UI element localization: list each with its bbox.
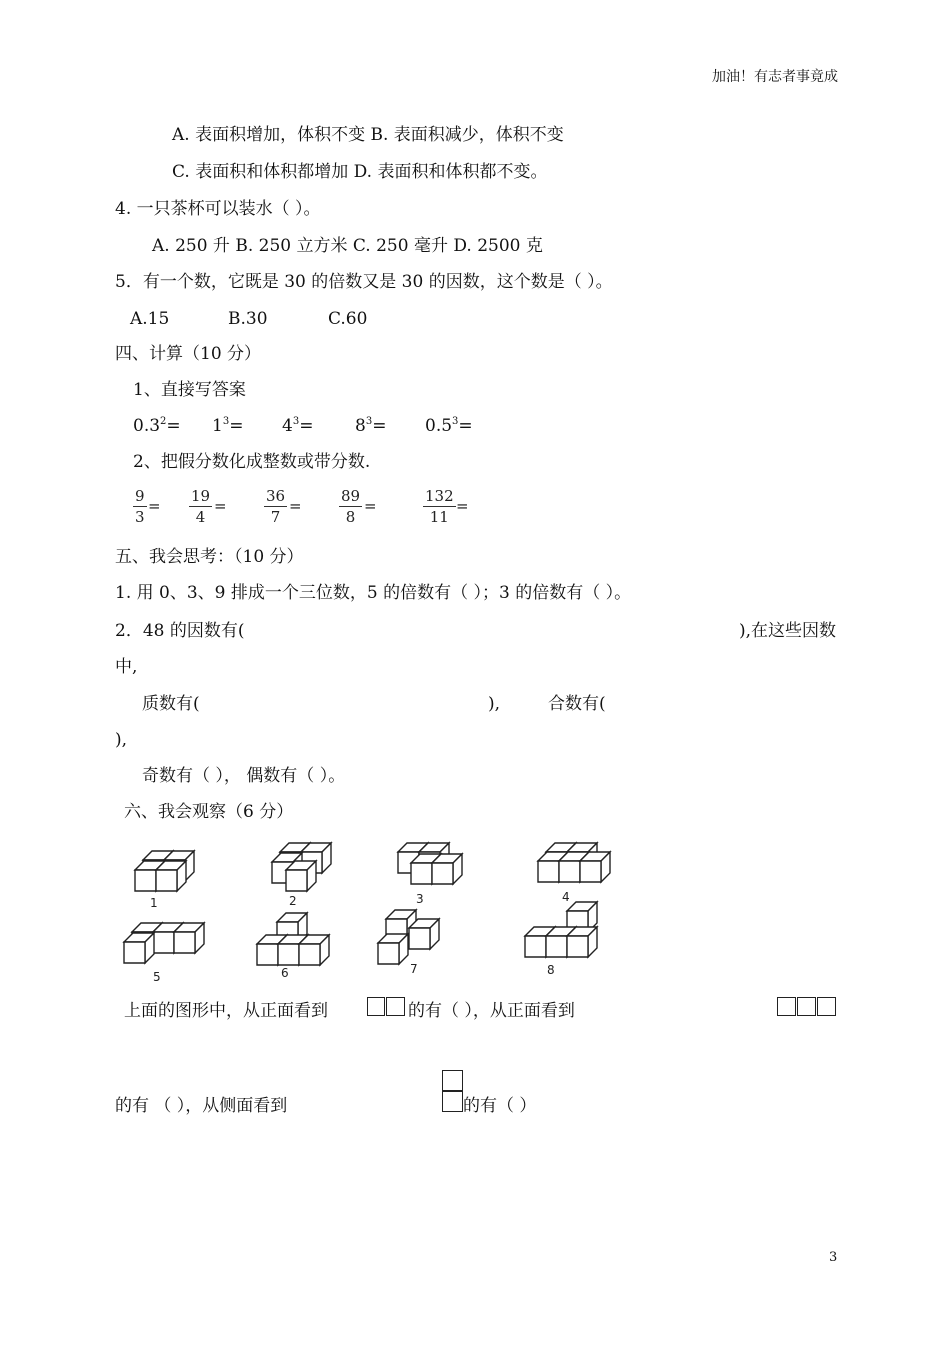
cube-face-front-fig-8 — [567, 936, 588, 957]
section5-q2-cont: 中, — [115, 657, 138, 677]
odd-even-line: 奇数有（ ）， 偶数有（ ）。 — [142, 766, 346, 786]
fraction-1: $\frac{9}{3}$ — [135, 487, 145, 526]
primes-close: ), — [488, 694, 501, 714]
cube-face-front-fig-4 — [538, 861, 559, 882]
cube-face-front-fig-6 — [299, 944, 320, 965]
page-number: 3 — [829, 1250, 838, 1265]
section5-q2-end: ),在这些因数 — [738, 621, 836, 641]
figure-label-1: 1 — [150, 896, 158, 910]
cube-face-front-fig-7 — [409, 928, 430, 949]
cube-face-front-fig-3 — [432, 863, 453, 884]
power-item-1: $0.3^2=$ — [133, 416, 181, 436]
cube-face-front-fig-3 — [411, 863, 432, 884]
fraction-2: $\frac{19}{4}$ — [191, 487, 211, 526]
fraction-1-equals: = — [148, 497, 161, 515]
observe-line1-a: 上面的图形中，从正面看到 — [124, 1001, 328, 1021]
observe-line2-b: 的有（ ） — [463, 1096, 537, 1116]
cube-face-front-fig-4 — [580, 861, 601, 882]
q3-options-line2: C. 表面积和体积都增加 D. 表面积和体积都不变。 — [172, 162, 548, 182]
q5-stem: 5．有一个数，它既是 30 的倍数又是 30 的因数，这个数是（ ）。 — [115, 272, 613, 292]
power-item-2: $1^3=$ — [212, 416, 244, 436]
section4-sub1: 1、直接写答案 — [133, 380, 246, 400]
q5-option-b: B.30 — [228, 309, 268, 329]
cube-face-front-fig-5 — [174, 932, 195, 953]
section5-title: 五、我会思考：（10 分） — [115, 547, 304, 567]
cube-face-front-fig-8 — [546, 936, 567, 957]
cube-face-front-fig-8 — [525, 936, 546, 957]
q5-option-a: A.15 — [130, 309, 170, 329]
cube-face-front-fig-7 — [378, 943, 399, 964]
fraction-3-equals: = — [289, 497, 302, 515]
fraction-5: $\frac{132}{11}$ — [425, 487, 454, 526]
front-view-3-box-3 — [817, 997, 836, 1016]
figure-label-8: 8 — [547, 963, 555, 977]
power-item-5: $0.5^3=$ — [425, 416, 473, 436]
power-item-3: $4^3=$ — [282, 416, 314, 436]
cube-face-front-fig-1 — [156, 870, 177, 891]
section5-q1: 1. 用 0、3、9 排成一个三位数，5 的倍数有（ ）；3 的倍数有（ ）。 — [115, 583, 632, 603]
cube-face-front-fig-6 — [257, 944, 278, 965]
figure-label-7: 7 — [410, 962, 418, 976]
front-view-3-box-2 — [797, 997, 816, 1016]
observe-line1-b: 的有（ ），从正面看到 — [408, 1001, 575, 1021]
composites-label: 合数有( — [548, 694, 606, 714]
cube-face-front-fig-5 — [124, 942, 145, 963]
side-view-box-top — [442, 1070, 463, 1091]
side-view-box-bottom — [442, 1091, 463, 1112]
front-view-3-box-1 — [777, 997, 796, 1016]
fraction-3: $\frac{36}{7}$ — [266, 487, 286, 526]
composites-close: ), — [115, 730, 128, 750]
section4-sub2: 2、把假分数化成整数或带分数. — [133, 452, 371, 472]
fraction-4-equals: = — [364, 497, 377, 515]
primes-label: 质数有( — [142, 694, 200, 714]
cube-face-front-fig-2 — [286, 870, 307, 891]
figure-label-2: 2 — [289, 894, 297, 908]
q3-options-line1: A. 表面积增加，体积不变 B. 表面积减少，体积不变 — [172, 125, 564, 145]
q5-option-c: C.60 — [328, 309, 368, 329]
figure-label-3: 3 — [416, 892, 424, 906]
fraction-5-equals: = — [456, 497, 469, 515]
figure-label-5: 5 — [153, 970, 161, 984]
front-view-2-box-1 — [367, 997, 385, 1016]
section6-title: 六、我会观察（6 分） — [124, 802, 294, 822]
header-motto: 加油！有志者事竟成 — [712, 69, 838, 85]
fraction-2-equals: = — [214, 497, 227, 515]
q4-options: A. 250 升 B. 250 立方米 C. 250 毫升 D. 2500 克 — [152, 236, 543, 256]
front-view-2-box-2 — [386, 997, 405, 1016]
cube-face-front-fig-6 — [278, 944, 299, 965]
section4-title: 四、计算（10 分） — [115, 344, 262, 364]
cube-face-front-fig-1 — [135, 870, 156, 891]
cube-face-front-fig-5 — [153, 932, 174, 953]
fraction-4: $\frac{89}{8}$ — [341, 487, 361, 526]
observe-line2-a: 的有 （ ），从侧面看到 — [115, 1096, 288, 1116]
cube-face-front-fig-4 — [559, 861, 580, 882]
figure-label-4: 4 — [562, 890, 570, 904]
figure-label-6: 6 — [281, 966, 289, 980]
q4-stem: 4. 一只茶杯可以装水（ ）。 — [115, 199, 321, 219]
power-item-4: $8^3=$ — [355, 416, 387, 436]
section5-q2-start: 2．48 的因数有( — [115, 621, 245, 641]
